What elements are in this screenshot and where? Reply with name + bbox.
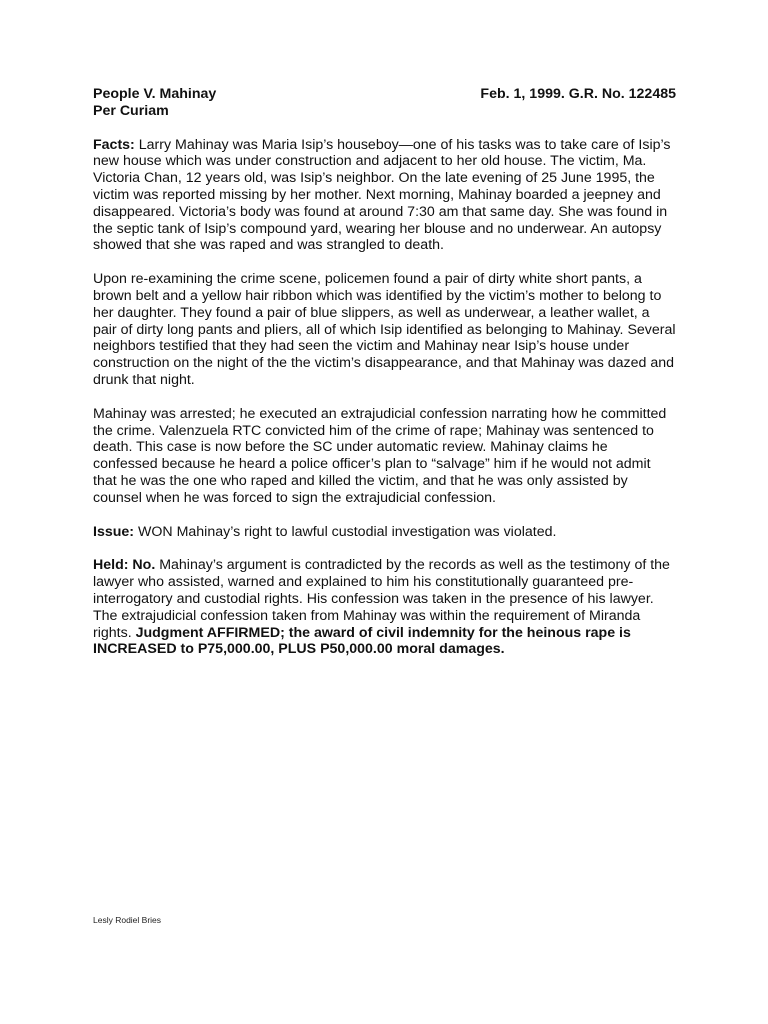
facts-paragraph-3: Mahinay was arrested; he executed an extrajudicial confession narrating how he committed the crime. Valenzuela RTC convicted him of the crime of rape; Mahinay was sentenced to death. This case is now before the SC under automatic review. Mahinay claims he confessed because he heard a police officer’s plan to “salvage” him if he would not admit that he was the one who raped and killed the victim, and that he was only assisted by counsel when he was forced to sign the extrajudicial confession. [93,405,667,506]
case-header [93,86,676,103]
per-curiam-label: Per Curiam [93,102,169,119]
footer-author: Lesly Rodiel Bries [93,915,162,925]
facts-text-1: Larry Mahinay was Maria Isip’s houseboy—one of his tasks was to take care of Isip’s new house which was under construction and adjacent to her old house. The victim, Ma. Victoria Chan, 12 years old, was Isip’s neighbor. On the late evening of 25 June 1995, the victim was reported missing by her mother. Next morning, Mahinay boarded a jeepney and disappeared. Victoria’s body was found at around 7:30 am that same day. She was found in the septic tank of Isip’s compound yard, wearing her blouse and no underwear. An autopsy showed that she was raped and was strangled to death. [93,136,671,254]
case-date-gr-number: Feb. 1, 1999. G.R. No. 122485 [480,86,676,102]
facts-paragraph-1 [93,137,676,255]
facts-paragraph-2: Upon re-examining the crime scene, policemen found a pair of dirty white short pants, a brown belt and a yellow hair ribbon which was identified by the victim’s mother to belong to her daughter. They found a pair of blue slippers, as well as underwear, a leather wallet, a pair of dirty long pants and pliers, all of which Isip identified as belonging to Mahinay. Several neighbors testified that they had seen the victim and Mahinay near Isip’s house under construction on the night of the the victim’s disappearance, and that Mahinay was dazed and drunk that night. [93,271,676,388]
case-title: People V. Mahinay [93,86,217,102]
document-page [93,86,676,658]
judgment-text: Judgment AFFIRMED; the award of civil indemnity for the heinous rape is INCREASED to P75,000.00, PLUS P50,000.00 moral damages. [93,624,631,658]
issue-text: WON Mahinay’s right to lawful custodial investigation was violated. [134,523,557,540]
issue-label: Issue: [93,523,135,540]
facts-label: Facts: [93,136,135,153]
issue-paragraph [93,524,676,541]
held-text: Mahinay’s argument is contradicted by the records as well as the testimony of the lawyer who assisted, warned and explained to him his constitutionally guaranteed pre-interrogatory and custodial rights. His confession was taken in the presence of his lawyer. The extrajudicial confession taken from Mahinay was within the requirement of Miranda rights. [93,557,670,641]
held-label: Held: No. [93,557,156,574]
held-paragraph [93,557,676,658]
